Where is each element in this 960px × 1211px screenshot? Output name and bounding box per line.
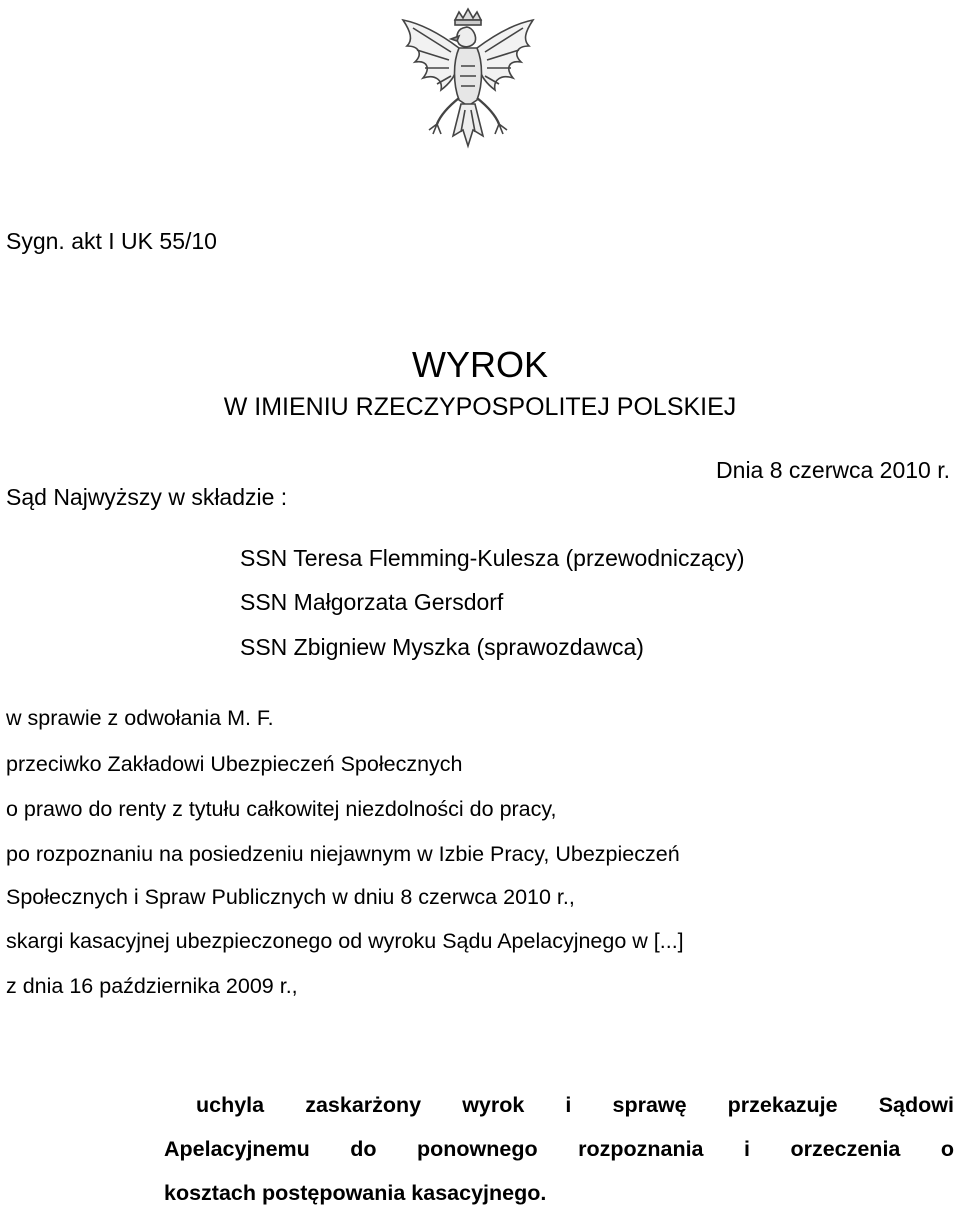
verdict-word: zaskarżony (305, 1093, 422, 1117)
verdict-line-3: kosztach postępowania kasacyjnego. (164, 1181, 547, 1205)
verdict-word: i (565, 1093, 572, 1117)
verdict-word: sprawę (612, 1093, 687, 1117)
polish-eagle-emblem-icon (393, 6, 543, 162)
verdict-word: orzeczenia (790, 1137, 901, 1161)
verdict-line-2 (164, 1137, 954, 1162)
verdict-word: i (743, 1137, 750, 1161)
verdict-line-1 (196, 1093, 954, 1118)
court-composition-label: Sąd Najwyższy w składzie : (6, 484, 288, 510)
verdict-word: Sądowi (878, 1093, 954, 1117)
body-line: skargi kasacyjnej ubezpieczonego od wyroku Sądu Apelacyjnego w [...] (6, 929, 684, 953)
body-line: o prawo do renty z tytułu całkowitej niezdolności do pracy, (6, 797, 557, 821)
judge-presiding: SSN Teresa Flemming-Kulesza (przewodniczący) (240, 545, 745, 571)
body-line: w sprawie z odwołania M. F. (6, 706, 274, 730)
verdict-word: przekazuje (727, 1093, 838, 1117)
body-line: po rozpoznaniu na posiedzeniu niejawnym w Izbie Pracy, Ubezpieczeń (6, 842, 680, 866)
verdict-word: ponownego (417, 1137, 538, 1161)
verdict-word: rozpoznania (578, 1137, 704, 1161)
judgment-date: Dnia 8 czerwca 2010 r. (716, 457, 950, 483)
document-subtitle: W IMIENIU RZECZYPOSPOLITEJ POLSKIEJ (223, 393, 737, 421)
verdict-word: o (940, 1137, 954, 1161)
verdict-word: Apelacyjnemu (164, 1137, 310, 1161)
document-title: WYROK (411, 344, 548, 385)
verdict-word: do (350, 1137, 377, 1161)
case-signature: Sygn. akt I UK 55/10 (6, 228, 217, 254)
body-line: przeciwko Zakładowi Ubezpieczeń Społecznych (6, 752, 463, 776)
judge-rapporteur: SSN Zbigniew Myszka (sprawozdawca) (240, 634, 644, 660)
judge-member: SSN Małgorzata Gersdorf (240, 589, 504, 615)
body-line: z dnia 16 października 2009 r., (6, 974, 298, 998)
verdict-word: wyrok (462, 1093, 525, 1117)
body-line: Społecznych i Spraw Publicznych w dniu 8 czerwca 2010 r., (6, 885, 575, 909)
verdict-word: uchyla (196, 1093, 265, 1117)
